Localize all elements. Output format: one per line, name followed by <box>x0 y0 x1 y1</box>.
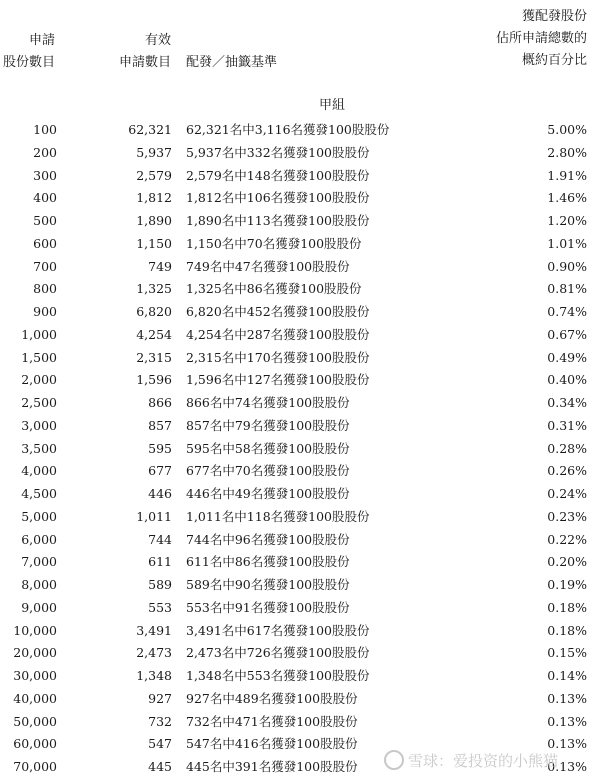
percentage-cell: 0.26% <box>547 463 587 479</box>
shares-applied-cell: 700 <box>33 258 57 274</box>
percentage-cell: 0.13% <box>547 713 587 729</box>
table-row <box>0 301 599 324</box>
allocation-basis-cell: 589名中90名獲發100股股份 <box>186 577 350 592</box>
valid-applications-cell: 749 <box>148 258 172 274</box>
valid-applications-cell: 1,011 <box>136 508 172 524</box>
percentage-cell: 0.28% <box>547 440 587 456</box>
percentage-cell: 0.15% <box>547 645 587 661</box>
shares-applied-cell: 800 <box>33 281 57 297</box>
table-row <box>0 142 599 165</box>
allocation-basis-cell: 1,011名中118名獲發100股股份 <box>186 508 370 524</box>
shares-applied-cell: 400 <box>33 190 57 206</box>
valid-applications-cell: 927 <box>148 690 172 706</box>
shares-applied-cell: 5,000 <box>21 508 57 524</box>
table-row <box>0 711 599 734</box>
snowball-logo-icon <box>384 750 404 770</box>
shares-applied-cell: 200 <box>33 144 57 160</box>
valid-applications-cell: 4,254 <box>136 326 172 342</box>
allocation-basis-cell: 2,579名中148名獲發100股股份 <box>186 167 370 183</box>
allocation-basis-cell: 4,254名中287名獲發100股股份 <box>186 326 370 342</box>
valid-applications-cell: 2,315 <box>136 349 172 365</box>
percentage-cell: 0.81% <box>547 281 587 297</box>
shares-applied-cell: 6,000 <box>21 531 57 547</box>
shares-applied-cell: 30,000 <box>13 668 57 683</box>
valid-applications-cell: 62,321 <box>128 122 172 137</box>
header-pct-line-1: 獲配發股份 <box>521 9 587 24</box>
percentage-cell: 0.67% <box>547 326 587 342</box>
valid-applications-cell: 6,820 <box>136 304 172 319</box>
table-row <box>0 506 599 529</box>
table-row <box>0 551 599 574</box>
shares-applied-cell: 100 <box>33 122 57 137</box>
percentage-cell: 0.13% <box>547 736 587 752</box>
allocation-table <box>0 119 599 779</box>
shares-applied-cell: 2,500 <box>21 395 57 410</box>
table-row <box>0 278 599 301</box>
allocation-basis-cell: 445名中391名獲發100股股份 <box>186 759 358 774</box>
valid-applications-cell: 857 <box>148 417 172 433</box>
percentage-cell: 1.91% <box>547 167 587 183</box>
shares-applied-cell: 20,000 <box>13 645 57 661</box>
shares-applied-cell: 1,500 <box>21 349 57 365</box>
table-row <box>0 369 599 392</box>
shares-applied-cell: 10,000 <box>13 622 57 638</box>
table-row <box>0 438 599 461</box>
table-row <box>0 665 599 688</box>
allocation-basis-cell: 553名中91名獲發100股股份 <box>186 599 350 615</box>
allocation-basis-cell: 1,890名中113名獲發100股股份 <box>186 213 370 228</box>
percentage-cell: 0.34% <box>547 395 587 410</box>
percentage-cell: 0.31% <box>547 417 587 433</box>
table-row <box>0 415 599 438</box>
allocation-basis-cell: 2,473名中726名獲發100股股份 <box>186 645 370 661</box>
shares-applied-cell: 3,000 <box>21 417 57 433</box>
allocation-basis-cell: 677名中70名獲發100股股份 <box>186 463 350 479</box>
table-row <box>0 233 599 256</box>
percentage-cell: 0.90% <box>547 258 587 274</box>
valid-applications-cell: 1,596 <box>136 372 172 388</box>
watermark <box>384 743 558 779</box>
allocation-basis-cell: 1,325名中86名獲發100股股份 <box>186 281 362 297</box>
allocation-basis-cell: 611名中86名獲發100股股份 <box>186 554 350 570</box>
percentage-cell: 0.18% <box>547 599 587 615</box>
valid-applications-cell: 3,491 <box>136 622 172 638</box>
allocation-basis-cell: 927名中489名獲發100股股份 <box>186 690 358 706</box>
percentage-cell: 0.24% <box>547 486 587 501</box>
percentage-cell: 0.22% <box>547 531 587 547</box>
valid-applications-cell: 553 <box>148 599 172 615</box>
table-row <box>0 187 599 210</box>
table-row <box>0 620 599 643</box>
table-row <box>0 119 599 142</box>
percentage-cell: 1.20% <box>547 213 587 228</box>
table-row <box>0 460 599 483</box>
percentage-cell: 0.20% <box>547 554 587 570</box>
watermark-text: 雪球：爱投资的小熊猫 <box>408 752 559 770</box>
percentage-cell: 0.49% <box>547 349 587 365</box>
percentage-cell: 1.46% <box>547 190 587 206</box>
valid-applications-cell: 1,325 <box>136 281 172 297</box>
percentage-cell: 0.13% <box>547 690 587 706</box>
header-shares-line-2: 股份數目 <box>2 55 55 70</box>
valid-applications-cell: 677 <box>148 463 172 479</box>
valid-applications-cell: 1,812 <box>136 190 172 206</box>
percentage-cell: 0.74% <box>547 304 587 319</box>
table-row <box>0 529 599 552</box>
shares-applied-cell: 7,000 <box>21 554 57 570</box>
header-shares-applied <box>0 30 55 74</box>
shares-applied-cell: 9,000 <box>21 599 57 615</box>
allocation-basis-cell: 1,596名中127名獲發100股股份 <box>186 372 370 388</box>
allocation-basis-cell: 744名中96名獲發100股股份 <box>186 531 350 547</box>
allocation-basis-cell: 595名中58名獲發100股股份 <box>186 440 350 456</box>
table-row <box>0 642 599 665</box>
allocation-basis-cell: 2,315名中170名獲發100股股份 <box>186 349 370 365</box>
valid-applications-cell: 744 <box>148 531 172 547</box>
percentage-cell: 5.00% <box>547 122 587 137</box>
valid-applications-cell: 5,937 <box>136 144 172 160</box>
table-row <box>0 256 599 279</box>
valid-applications-cell: 866 <box>148 395 172 410</box>
allocation-basis-cell: 732名中471名獲發100股股份 <box>186 713 358 729</box>
allocation-basis-cell: 1,348名中553名獲發100股股份 <box>186 668 370 683</box>
valid-applications-cell: 445 <box>148 759 172 774</box>
header-valid-line-2: 申請數目 <box>118 55 171 70</box>
table-row <box>0 324 599 347</box>
valid-applications-cell: 589 <box>148 577 172 592</box>
shares-applied-cell: 40,000 <box>13 690 57 706</box>
header-valid-line-1: 有效 <box>144 33 171 48</box>
shares-applied-cell: 600 <box>33 235 57 251</box>
allocation-basis-cell: 866名中74名獲發100股股份 <box>186 395 350 410</box>
valid-applications-cell: 1,150 <box>136 235 172 251</box>
valid-applications-cell: 446 <box>148 486 172 501</box>
shares-applied-cell: 2,000 <box>21 372 57 388</box>
percentage-cell: 0.23% <box>547 508 587 524</box>
header-pct-line-2: 佔所申請總數的 <box>495 31 587 46</box>
shares-applied-cell: 4,000 <box>21 463 57 479</box>
allocation-basis-cell: 6,820名中452名獲發100股股份 <box>186 304 370 319</box>
allocation-basis-cell: 547名中416名獲發100股股份 <box>186 736 358 752</box>
shares-applied-cell: 300 <box>33 167 57 183</box>
shares-applied-cell: 4,500 <box>21 486 57 501</box>
percentage-cell: 0.18% <box>547 622 587 638</box>
header-basis-label: 配發／抽籤基準 <box>186 55 278 70</box>
header-pct-line-3: 概約百分比 <box>521 53 587 68</box>
valid-applications-cell: 611 <box>148 554 172 570</box>
percentage-cell: 2.80% <box>547 144 587 160</box>
shares-applied-cell: 60,000 <box>13 736 57 752</box>
percentage-cell: 0.13% <box>547 759 587 774</box>
table-row <box>0 210 599 233</box>
allocation-basis-cell: 3,491名中617名獲發100股股份 <box>186 622 370 638</box>
percentage-cell: 0.19% <box>547 577 587 592</box>
shares-applied-cell: 8,000 <box>21 577 57 592</box>
header-approx-percentage <box>470 6 587 72</box>
allocation-basis-cell: 1,150名中70名獲發100股股份 <box>186 235 362 251</box>
table-row <box>0 597 599 620</box>
group-label: 甲組 <box>319 98 346 113</box>
header-shares-line-1: 申請 <box>28 33 55 48</box>
table-row <box>0 347 599 370</box>
percentage-cell: 0.40% <box>547 372 587 388</box>
valid-applications-cell: 732 <box>148 713 172 729</box>
table-row <box>0 688 599 711</box>
valid-applications-cell: 2,473 <box>136 645 172 661</box>
allocation-basis-cell: 857名中79名獲發100股股份 <box>186 417 350 433</box>
shares-applied-cell: 3,500 <box>21 440 57 456</box>
table-row <box>0 392 599 415</box>
percentage-cell: 0.14% <box>547 668 587 683</box>
valid-applications-cell: 595 <box>148 440 172 456</box>
table-row <box>0 165 599 188</box>
header-valid-applications <box>90 30 171 74</box>
table-row <box>0 483 599 506</box>
allocation-basis-cell: 5,937名中332名獲發100股股份 <box>186 144 370 160</box>
valid-applications-cell: 547 <box>148 736 172 752</box>
shares-applied-cell: 500 <box>33 213 57 228</box>
allocation-basis-cell: 446名中49名獲發100股股份 <box>186 486 350 501</box>
shares-applied-cell: 50,000 <box>13 713 57 729</box>
allocation-basis-cell: 749名中47名獲發100股股份 <box>186 258 350 274</box>
table-row <box>0 574 599 597</box>
percentage-cell: 1.01% <box>547 235 587 251</box>
allocation-basis-cell: 62,321名中3,116名獲發100股股份 <box>186 122 390 137</box>
valid-applications-cell: 1,890 <box>136 213 172 228</box>
valid-applications-cell: 2,579 <box>136 167 172 183</box>
shares-applied-cell: 70,000 <box>13 759 57 774</box>
shares-applied-cell: 900 <box>33 304 57 319</box>
allocation-basis-cell: 1,812名中106名獲發100股股份 <box>186 190 370 206</box>
valid-applications-cell: 1,348 <box>136 668 172 683</box>
header-allocation-basis <box>186 52 277 74</box>
shares-applied-cell: 1,000 <box>21 326 57 342</box>
